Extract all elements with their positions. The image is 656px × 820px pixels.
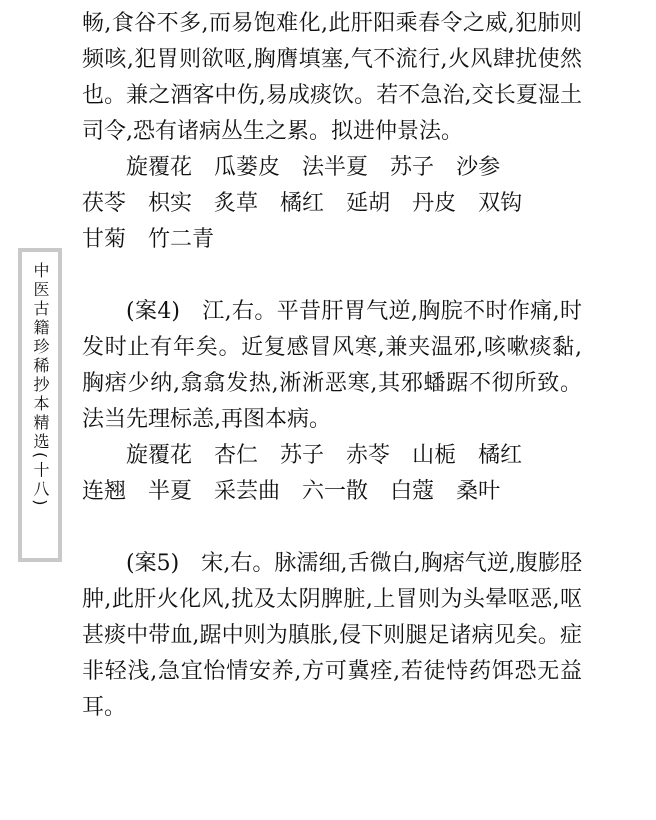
herb-row	[82, 438, 582, 474]
case-label: (案4)	[126, 299, 180, 324]
herb-item: 旋覆花	[126, 443, 193, 468]
section-gap	[82, 258, 582, 294]
herb-item: 沙参	[456, 155, 501, 180]
side-tab-label: 中医古籍珍稀抄本精选(十八)	[31, 262, 50, 509]
herb-item: 杏仁	[214, 443, 259, 468]
herb-item: 茯苓	[82, 191, 127, 216]
herb-item: 炙草	[214, 191, 259, 216]
herb-item: 甘菊	[82, 227, 127, 252]
side-tab	[18, 248, 62, 562]
herb-row	[82, 150, 582, 186]
herb-item: 采芸曲	[214, 479, 281, 504]
herb-item: 橘红	[280, 191, 325, 216]
herb-item: 白蔻	[390, 479, 435, 504]
side-tab-frame	[22, 252, 58, 558]
herb-item: 半夏	[148, 479, 193, 504]
herb-item: 丹皮	[412, 191, 457, 216]
case-5	[82, 546, 582, 726]
herb-item: 连翘	[82, 479, 127, 504]
page-content	[82, 6, 582, 726]
herb-list-1	[82, 150, 582, 258]
case-text: 江,右。平昔肝胃气逆,胸脘不时作痛,时发时止有年矣。近复感冒风寒,兼夹温邪,咳嗽痰黏,胸痞少纳,翕翕发热,淅淅恶寒,其邪蟠踞不彻所致。法当先理标恙,再图本病。	[82, 299, 582, 432]
herb-row	[82, 474, 582, 510]
case-text: 宋,右。脉濡细,舌微白,胸痞气逆,腹膨胫肿,此肝火化风,扰及太阴脾脏,上冒则为头晕呕恶,呕甚痰中带血,踞中则为䐜胀,侵下则腿足诸病见矣。症非轻浅,急宜怡情安养,方可冀痊,若徒恃药饵恐无益耳。	[82, 551, 582, 720]
herb-item: 枳实	[148, 191, 193, 216]
case-4	[82, 294, 582, 438]
herb-item: 桑叶	[456, 479, 501, 504]
herb-item: 瓜蒌皮	[214, 155, 281, 180]
herb-item: 延胡	[346, 191, 391, 216]
paragraph-continuation: 畅,食谷不多,而易饱难化,此肝阳乘春令之威,犯肺则频咳,犯胃则欲呕,胸膺填塞,气不流行,火风肆扰使然也。兼之酒客中伤,易成痰饮。若不急治,交长夏湿土司令,恐有诸病丛生之累。拟进仲景法。	[82, 11, 582, 144]
herb-item: 苏子	[280, 443, 325, 468]
herb-item: 苏子	[390, 155, 435, 180]
herb-item: 双钩	[478, 191, 523, 216]
section-gap	[82, 510, 582, 546]
herb-row	[82, 186, 582, 222]
herb-row	[82, 222, 582, 258]
herb-item: 竹二青	[148, 227, 215, 252]
case-label: (案5)	[126, 551, 180, 576]
herb-item: 赤苓	[346, 443, 391, 468]
herb-list-2	[82, 438, 582, 510]
herb-item: 旋覆花	[126, 155, 193, 180]
herb-item: 六一散	[302, 479, 369, 504]
herb-item: 山栀	[412, 443, 457, 468]
herb-item: 法半夏	[302, 155, 369, 180]
herb-item: 橘红	[478, 443, 523, 468]
